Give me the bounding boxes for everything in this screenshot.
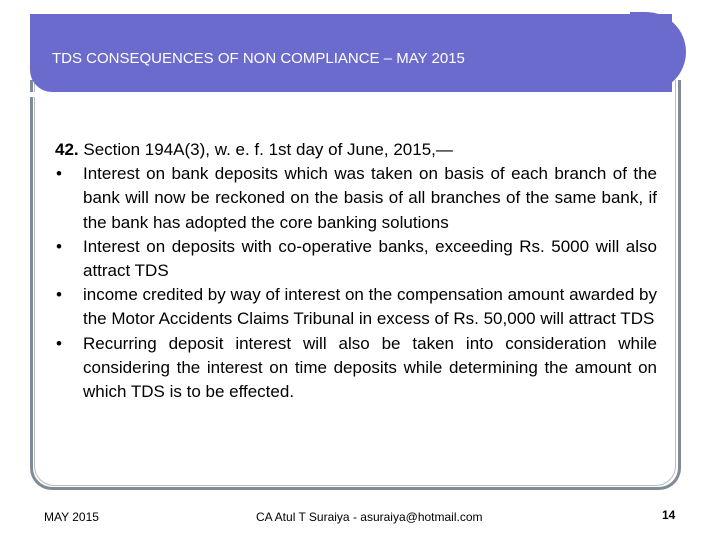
bullet-text: income credited by way of interest on the compensation amount awarded by the Motor Accidents Claims Tribunal in excess of Rs. 50,000 will attract TDS — [83, 285, 657, 329]
footer-author: CA Atul T Suraiya - asuraiya@hotmail.com — [256, 510, 483, 524]
lead-line — [55, 138, 657, 162]
slide-body — [55, 138, 657, 404]
bullet-text: Interest on bank deposits which was taken on basis of each branch of the bank will now be reckoned on the basis of all branches of the same bank, if the bank has adopted the core banking solutions — [83, 164, 657, 232]
lead-number: 42. — [55, 140, 79, 159]
list-item — [55, 283, 657, 331]
lead-text: Section 194A(3), w. e. f. 1st day of June, 2015,— — [83, 140, 453, 159]
footer-date: MAY 2015 — [44, 510, 99, 524]
bullet-text: Interest on deposits with co-operative banks, exceeding Rs. 5000 will also attract TDS — [83, 236, 657, 281]
bullet-icon: • — [56, 285, 62, 305]
bullet-list — [55, 162, 657, 404]
slide-title: TDS CONSEQUENCES OF NON COMPLIANCE – MAY 2015 — [52, 50, 465, 67]
title-underline — [30, 92, 636, 97]
list-item — [55, 235, 657, 283]
bullet-icon: • — [56, 333, 62, 353]
bullet-icon: • — [56, 236, 62, 256]
bullet-text: Recurring deposit interest will also be taken into consideration while considering the interest on time deposits while determining the amount on which TDS is to be effected. — [83, 333, 657, 402]
page-number: 14 — [662, 508, 676, 522]
list-item — [55, 332, 657, 405]
bullet-icon: • — [56, 164, 62, 184]
list-item — [55, 162, 657, 235]
